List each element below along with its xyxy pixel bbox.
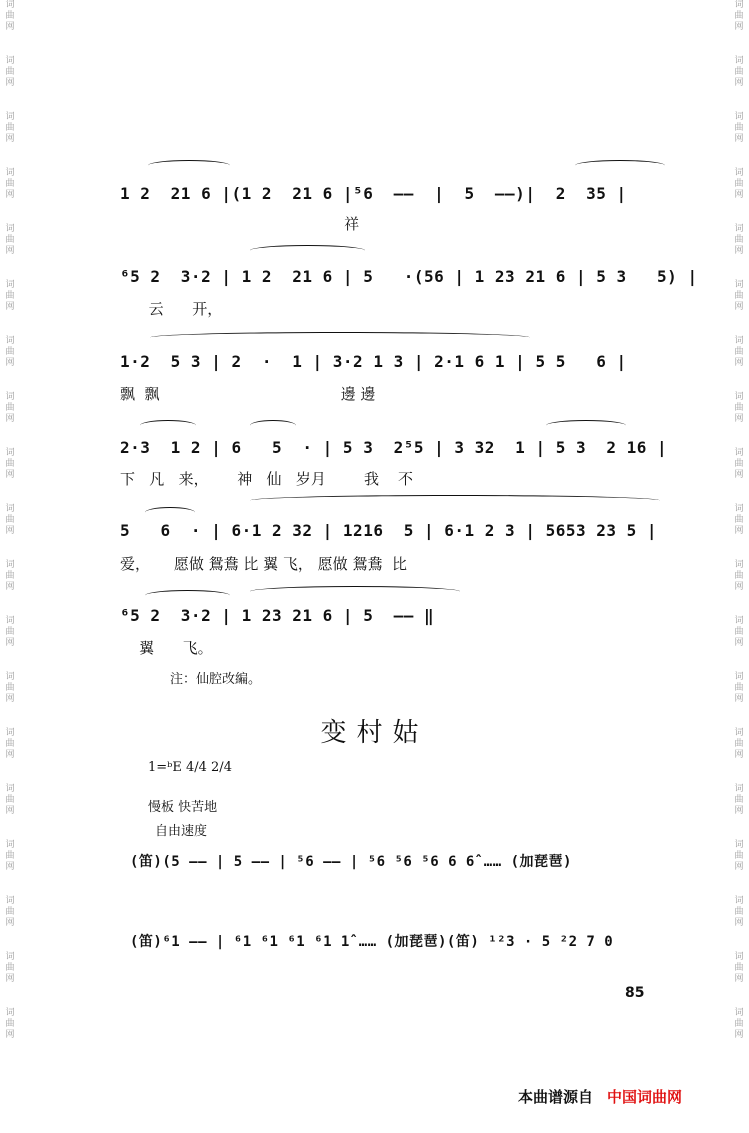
watermark-char: 网 [734,638,744,648]
watermark-char: 曲 [5,795,15,805]
watermark-block [734,168,743,201]
watermark-block [5,0,14,33]
watermark-block [5,1008,14,1041]
watermark-char: 词 [734,224,744,234]
watermark-char: 词 [734,616,744,626]
watermark-char: 曲 [5,235,15,245]
watermark-char: 词 [5,616,15,626]
lyric-line: 祥 [120,215,360,233]
watermark-char: 词 [5,336,15,346]
notation-line: 2·3 1 2 | 6 5 · | 5 3 2⁵5 | 3 32 1 | 5 3 2 16 | [120,438,668,457]
watermark-block [734,672,743,705]
score-row-1 [120,160,660,233]
watermark-block [734,616,743,649]
watermark-char: 网 [734,134,744,144]
watermark-block [5,56,14,89]
lyric-line: 翼 飞。 [120,639,213,657]
watermark-char: 词 [5,560,15,570]
watermark-block [734,56,743,89]
watermark-block [734,1008,743,1041]
watermark-block [734,224,743,257]
left-watermark [2,0,18,1133]
watermark-char: 曲 [734,907,744,917]
notation-line: (笛)⁶1 —— | ⁶1 ⁶1 ⁶1 ⁶1 1̂ …… (加琵琶)(笛) ¹²3 · 5 ²2 7 0 [130,934,614,950]
watermark-char: 曲 [5,963,15,973]
watermark-char: 曲 [734,795,744,805]
watermark-block [734,448,743,481]
watermark-char: 曲 [5,459,15,469]
watermark-block [5,392,14,425]
watermark-char: 曲 [734,235,744,245]
watermark-char: 曲 [734,963,744,973]
watermark-char: 曲 [5,403,15,413]
watermark-char: 词 [5,112,15,122]
watermark-char: 曲 [5,739,15,749]
watermark-char: 词 [734,336,744,346]
watermark-char: 曲 [734,67,744,77]
watermark-char: 网 [5,750,15,760]
watermark-block [734,784,743,817]
watermark-char: 词 [734,280,744,290]
watermark-char: 网 [5,918,15,928]
watermark-char: 曲 [734,459,744,469]
watermark-char: 词 [5,168,15,178]
watermark-char: 词 [734,392,744,402]
lyric-line: 云 开， [120,300,223,318]
watermark-char: 网 [5,190,15,200]
watermark-char: 曲 [5,515,15,525]
slur [150,332,530,343]
watermark-char: 网 [5,302,15,312]
watermark-block [5,224,14,257]
score-row-5 [120,495,660,573]
watermark-char: 网 [734,862,744,872]
score-row-3 [120,328,660,403]
watermark-char: 曲 [5,179,15,189]
watermark-char: 网 [734,974,744,984]
watermark-block [5,784,14,817]
watermark-char: 曲 [734,347,744,357]
watermark-block [5,896,14,929]
watermark-block [734,280,743,313]
watermark-char: 词 [734,112,744,122]
watermark-char: 网 [5,22,15,32]
watermark-char: 词 [734,1008,744,1018]
watermark-char: 词 [5,784,15,794]
watermark-char: 网 [5,246,15,256]
watermark-block [734,952,743,985]
watermark-char: 网 [734,1030,744,1040]
watermark-char: 曲 [5,627,15,637]
watermark-char: 曲 [5,67,15,77]
watermark-char: 词 [734,0,744,10]
watermark-char: 词 [734,672,744,682]
watermark-block [5,616,14,649]
notation-line: ⁶5 2 3·2 | 1 23 21 6 | 5 —— ‖ [120,606,435,625]
watermark-char: 网 [5,526,15,536]
watermark-block [734,560,743,593]
lyric-line: 飘 飘 邊 邊 [120,385,376,403]
watermark-char: 网 [5,134,15,144]
watermark-char: 网 [734,414,744,424]
watermark-char: 曲 [5,571,15,581]
watermark-block [734,896,743,929]
watermark-block [5,840,14,873]
slur [145,590,230,601]
watermark-char: 曲 [5,907,15,917]
watermark-char: 词 [5,840,15,850]
watermark-char: 网 [5,78,15,88]
slur [575,160,665,171]
watermark-char: 词 [734,448,744,458]
watermark-char: 网 [734,302,744,312]
watermark-char: 曲 [734,123,744,133]
notation-line: 1 2 21 6 |(1 2 21 6 |⁵6 —— | 5 ——)| 2 35 | [120,184,627,203]
watermark-char: 网 [734,22,744,32]
watermark-char: 曲 [5,851,15,861]
watermark-char: 网 [5,694,15,704]
watermark-char: 网 [734,190,744,200]
watermark-char: 曲 [5,1019,15,1029]
watermark-char: 曲 [734,739,744,749]
watermark-char: 曲 [734,1019,744,1029]
watermark-char: 曲 [5,123,15,133]
watermark-char: 曲 [5,11,15,21]
watermark-char: 词 [734,504,744,514]
watermark-char: 词 [734,168,744,178]
watermark-char: 曲 [734,571,744,581]
watermark-char: 词 [734,560,744,570]
watermark-char: 曲 [734,291,744,301]
watermark-block [5,952,14,985]
watermark-char: 网 [5,470,15,480]
slur [250,586,460,597]
notation-line: 1·2 5 3 | 2 · 1 | 3·2 1 3 | 2·1 6 1 | 5 5 6 | [120,352,627,371]
watermark-char: 网 [734,78,744,88]
watermark-char: 曲 [734,403,744,413]
page-number: 85 [625,985,645,1001]
watermark-char: 词 [5,896,15,906]
source-credit [518,1086,682,1107]
watermark-char: 曲 [734,11,744,21]
watermark-char: 词 [5,448,15,458]
watermark-char: 曲 [734,683,744,693]
watermark-char: 词 [734,840,744,850]
slur [148,160,230,171]
key-signature: 1=ᵇE 4/4 2/4 [148,760,232,775]
watermark-block [5,336,14,369]
watermark-char: 网 [734,526,744,536]
notation-line: 5 6 · | 6·1 2 32 | 1216 5 | 6·1 2 3 | 5653 23 5 | [120,521,658,540]
watermark-char: 网 [734,582,744,592]
watermark-block [5,448,14,481]
song-line-1 [130,845,690,885]
watermark-char: 词 [5,728,15,738]
tempo-marking: 慢板 快苦地 [148,800,218,815]
watermark-char: 网 [5,414,15,424]
notation-line: ⁶5 2 3·2 | 1 2 21 6 | 5 ·(56 | 1 23 21 6 | 5 3 5) | [120,267,698,286]
watermark-char: 曲 [5,347,15,357]
slur [145,507,195,518]
slur [546,420,626,431]
watermark-char: 网 [5,358,15,368]
lyric-line: 下 凡 来， 神 仙 岁月 我 不 [120,470,414,488]
watermark-char: 网 [5,974,15,984]
watermark-char: 词 [734,56,744,66]
watermark-char: 词 [5,0,15,10]
watermark-char: 曲 [5,683,15,693]
watermark-char: 网 [5,806,15,816]
watermark-char: 词 [5,392,15,402]
footnote: 注：仙腔改編。 [170,672,262,687]
watermark-block [734,0,743,33]
watermark-char: 词 [734,896,744,906]
watermark-block [734,112,743,145]
watermark-block [5,168,14,201]
watermark-block [734,504,743,537]
watermark-block [734,392,743,425]
watermark-char: 网 [734,470,744,480]
source-site-link[interactable]: 中国词曲网 [607,1088,683,1106]
watermark-block [5,504,14,537]
lyric-line: 爱， 愿做 鴛鴦 比 翼 飞， 愿做 鴛鴦 比 [120,555,407,573]
watermark-char: 曲 [734,627,744,637]
watermark-char: 网 [5,638,15,648]
slur [250,420,296,431]
watermark-char: 网 [5,862,15,872]
watermark-char: 词 [734,952,744,962]
slur [250,495,660,506]
song-title: 变村姑 [320,718,429,748]
slur [250,245,365,256]
watermark-block [734,336,743,369]
watermark-char: 网 [734,358,744,368]
watermark-char: 网 [734,750,744,760]
watermark-char: 词 [5,952,15,962]
watermark-char: 网 [5,1030,15,1040]
watermark-char: 曲 [5,291,15,301]
watermark-char: 网 [734,806,744,816]
watermark-char: 词 [5,504,15,514]
watermark-char: 曲 [734,851,744,861]
watermark-char: 词 [734,728,744,738]
watermark-char: 词 [734,784,744,794]
watermark-block [5,280,14,313]
slur [140,420,196,431]
watermark-block [5,560,14,593]
free-tempo-marking: 自由速度 [155,824,208,839]
watermark-char: 网 [734,246,744,256]
watermark-char: 词 [5,1008,15,1018]
score-row-2 [120,245,698,318]
notation-line: (笛)(5 —— | 5 —— | ⁵6 —— | ⁵6 ⁵6 ⁵6 6 6̂ …… (加琵琶) [130,854,572,870]
score-row-4 [120,410,668,488]
score-row-6 [120,582,660,657]
watermark-char: 词 [5,672,15,682]
watermark-block [5,672,14,705]
watermark-char: 词 [5,56,15,66]
watermark-char: 词 [5,280,15,290]
song-line-2 [130,925,690,965]
watermark-char: 网 [5,582,15,592]
watermark-char: 网 [734,918,744,928]
source-label: 本曲谱源自 [518,1088,594,1106]
watermark-block [5,112,14,145]
right-watermark [731,0,747,1133]
watermark-char: 曲 [734,179,744,189]
watermark-char: 词 [5,224,15,234]
watermark-block [734,840,743,873]
watermark-char: 曲 [734,515,744,525]
watermark-char: 网 [734,694,744,704]
